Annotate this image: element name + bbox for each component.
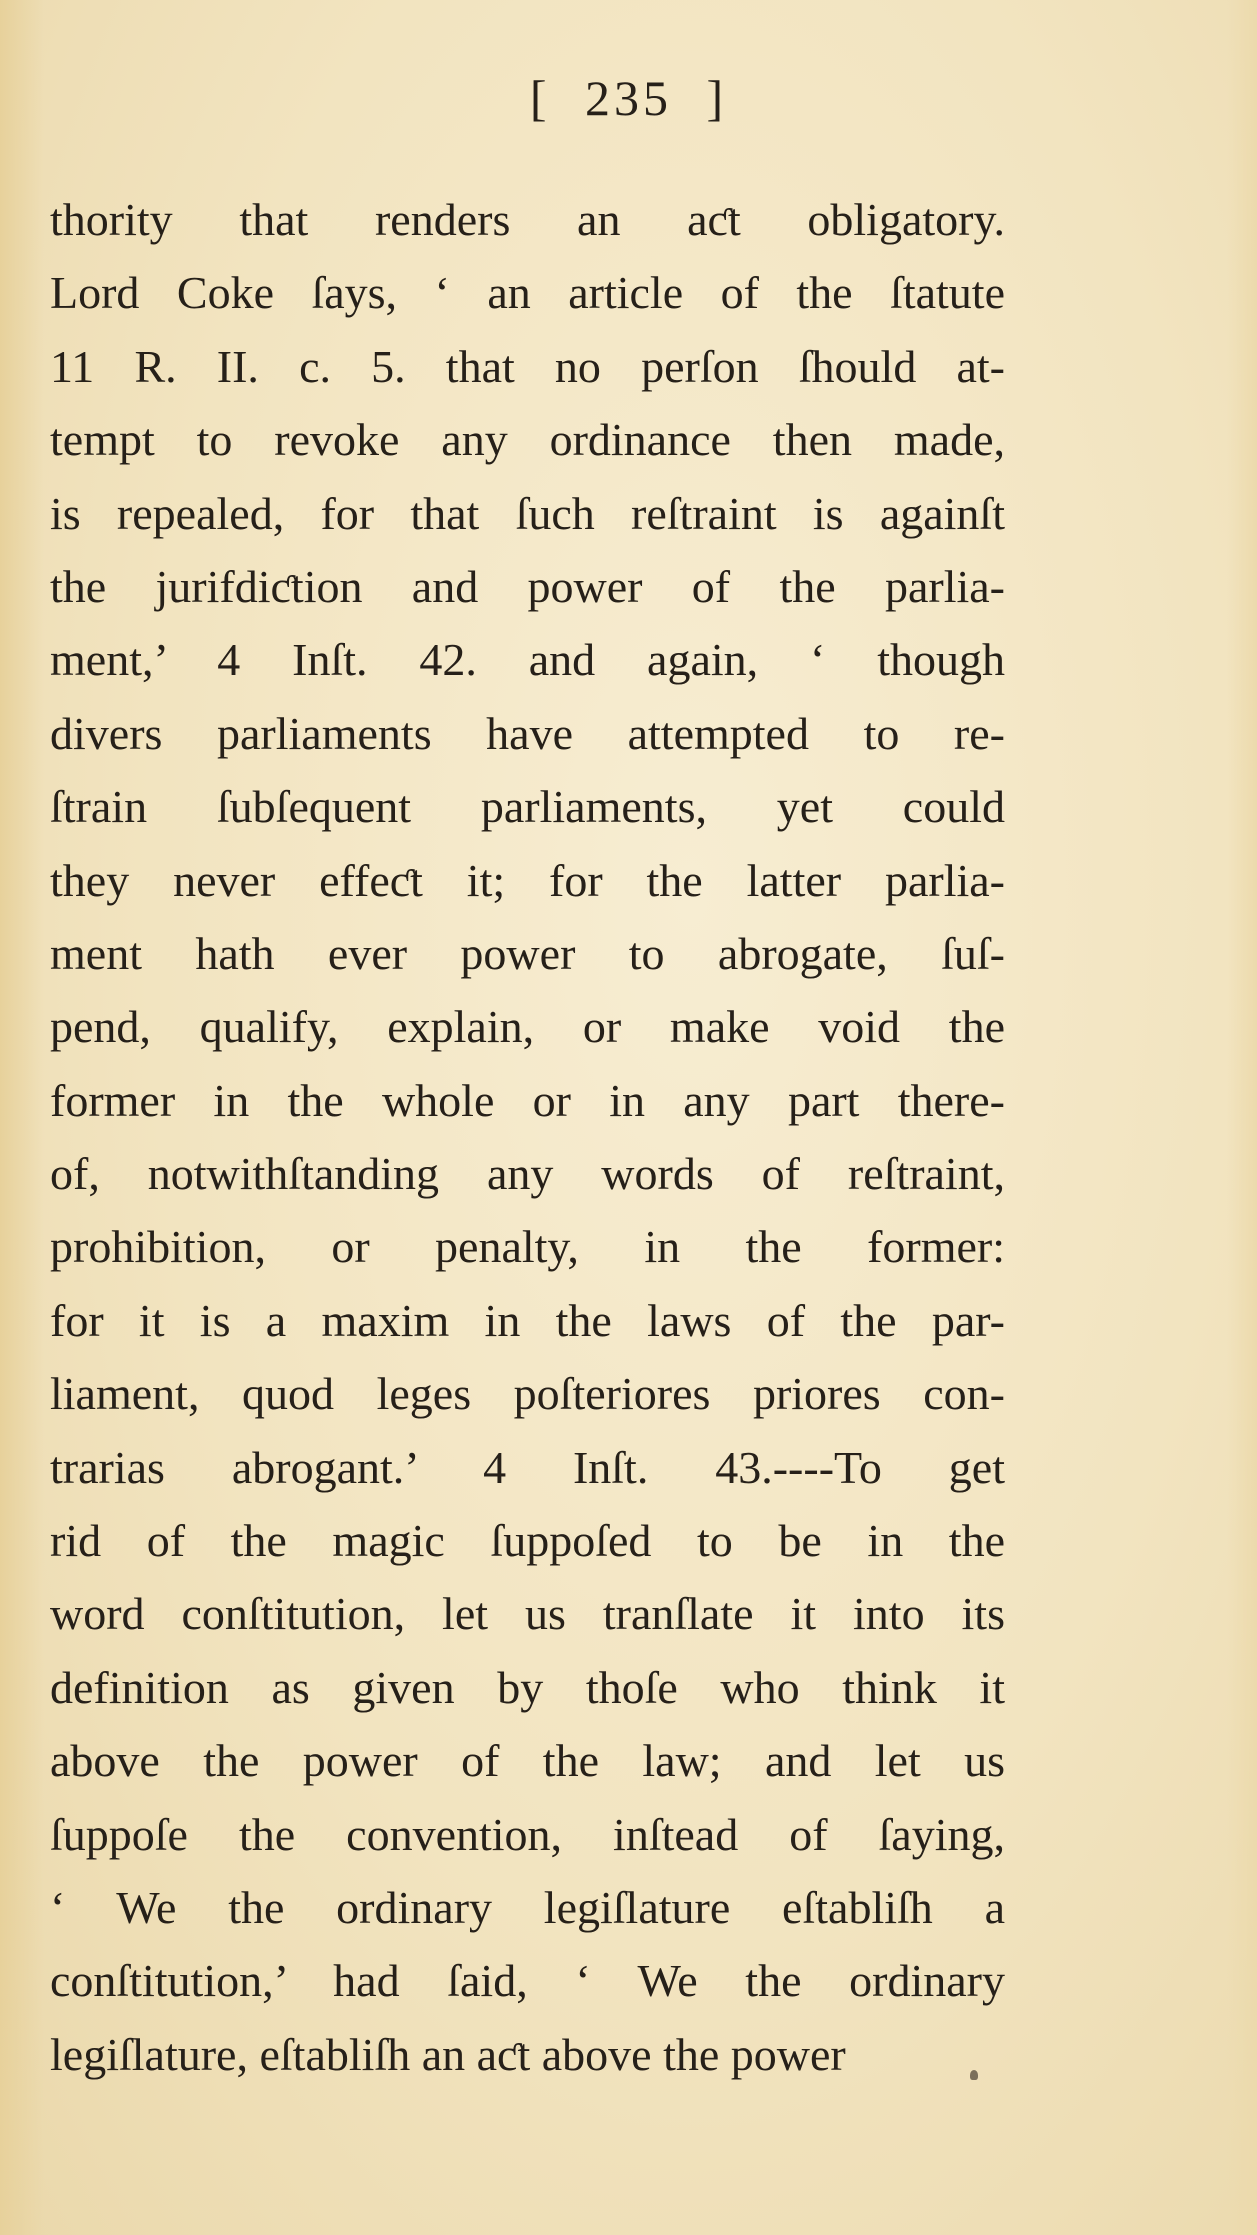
text-line: 11 R. II. c. 5. that no perſon ſhould at-: [50, 340, 1005, 392]
text-line: ment,’ 4 Inſt. 42. and again, ‘ though: [50, 634, 1005, 686]
text-line: liament, quod leges poſteriores priores con-: [50, 1368, 1005, 1420]
ink-speck: [970, 2070, 978, 2080]
text-line: rid of the magic ſuppoſed to be in the: [50, 1515, 1005, 1567]
text-line: prohibition, or penalty, in the former:: [50, 1221, 1005, 1273]
text-line: definition as given by thoſe who think it: [50, 1661, 1005, 1713]
text-line: of, notwithſtanding any words of reſtraint,: [50, 1148, 1005, 1200]
text-line: trarias abrogant.’ 4 Inſt. 43.----To get: [50, 1441, 1005, 1493]
text-line: ſtrain ſubſequent parliaments, yet could: [50, 781, 1005, 833]
text-line: pend, qualify, explain, or make void the: [50, 1001, 1005, 1053]
text-line: Lord Coke ſays, ‘ an article of the ſtatute: [50, 267, 1005, 319]
text-line: ‘ We the ordinary legiſlature eſtabliſh a: [50, 1881, 1005, 1933]
page-shadow-right: [1227, 0, 1257, 2235]
page-shadow-left: [0, 0, 44, 2235]
text-line: former in the whole or in any part there-: [50, 1074, 1005, 1126]
body-text: [50, 190, 1005, 2098]
text-line: tempt to revoke any ordinance then made,: [50, 414, 1005, 466]
text-line: the jurifdiƈtion and power of the parlia-: [50, 560, 1005, 612]
text-line: for it is a maxim in the laws of the par-: [50, 1294, 1005, 1346]
page-number-header: [ 235 ]: [529, 70, 728, 126]
text-line: conſtitution,’ had ſaid, ‘ We the ordinary: [50, 1955, 1005, 2007]
text-line: they never effeƈt it; for the latter parlia-: [50, 854, 1005, 906]
text-line: ment hath ever power to abrogate, ſuſ-: [50, 927, 1005, 979]
text-line: divers parliaments have attempted to re-: [50, 707, 1005, 759]
text-line: is repealed, for that ſuch reſtraint is againſt: [50, 487, 1005, 539]
text-line: legiſlature, eſtabliſh an aƈt above the power: [50, 2028, 846, 2080]
text-line: word conſtitution, let us tranſlate it into its: [50, 1588, 1005, 1640]
text-line: thority that renders an aƈt obligatory.: [50, 194, 1005, 245]
text-line: ſuppoſe the convention, inſtead of ſaying,: [50, 1808, 1005, 1860]
text-line: above the power of the law; and let us: [50, 1735, 1005, 1787]
